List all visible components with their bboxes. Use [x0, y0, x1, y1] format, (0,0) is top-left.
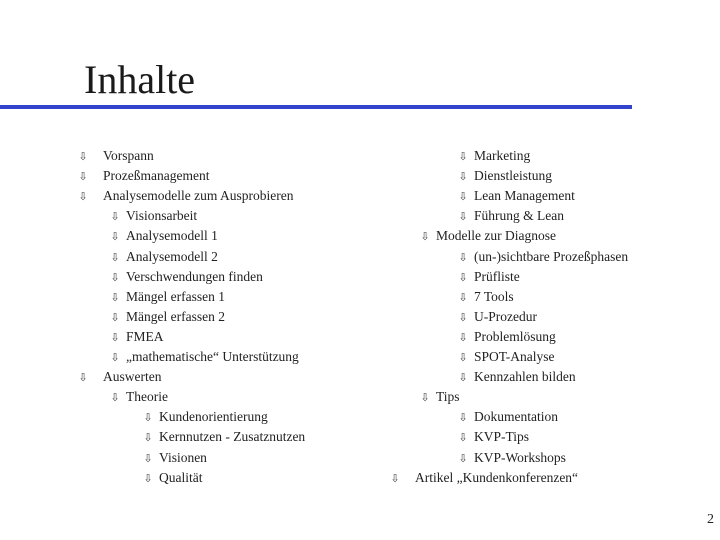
right-outline-item — [458, 367, 576, 387]
outline-item-text: Mängel erfassen 2 — [126, 308, 225, 324]
outline-item-text: Theorie — [126, 389, 168, 405]
outline-item-text: Dokumentation — [474, 409, 558, 425]
outline-item-text: Tips — [436, 389, 460, 405]
outline-item-text: Mängel erfassen 1 — [126, 288, 225, 304]
right-outline-item — [458, 267, 520, 287]
outline-item-text: Marketing — [474, 148, 531, 163]
outline-item-text: Analysemodell 1 — [126, 228, 218, 244]
right-outline-item — [458, 427, 529, 447]
left-outline-item — [143, 448, 207, 468]
left-outline-item — [143, 468, 203, 488]
left-outline-item — [110, 307, 225, 327]
outline-item-text: KVP-Tips — [474, 429, 530, 445]
left-outline-item — [110, 247, 218, 267]
left-outline-item — [78, 367, 162, 387]
outline-item-text: Visionen — [159, 449, 207, 465]
outline-item-text: Kundenorientierung — [159, 409, 268, 425]
outline-item-text: Führung & Lean — [474, 208, 564, 224]
right-outline-item — [458, 448, 566, 468]
bullet-icon: ⇩ — [78, 190, 88, 204]
outline-item-text: Kennzahlen bilden — [474, 369, 576, 385]
bullet-icon: ⇩ — [458, 411, 468, 425]
slide-title: Inhalte — [84, 57, 196, 102]
bullet-icon: ⇩ — [110, 310, 120, 324]
left-outline-item — [78, 186, 294, 206]
left-outline-item — [110, 327, 164, 347]
bullet-icon: ⇩ — [458, 170, 468, 184]
outline-item-text: Analysemodell 2 — [126, 248, 218, 264]
outline-item-text: 7 Tools — [474, 288, 514, 304]
bullet-icon: ⇩ — [420, 230, 430, 244]
right-outline-item — [458, 247, 628, 267]
bullet-icon: ⇩ — [78, 150, 88, 163]
left-outline-item — [110, 287, 225, 307]
right-outline-item — [458, 307, 537, 327]
left-outline-item — [110, 387, 168, 407]
outline-item-text: Problemlösung — [474, 328, 556, 344]
bullet-icon: ⇩ — [110, 330, 120, 344]
outline-item-text: KVP-Workshops — [474, 449, 566, 465]
outline-item-text: (un-)sichtbare Prozeßphasen — [474, 248, 629, 264]
left-outline-item — [110, 267, 263, 287]
outline-item-text: U-Prozedur — [474, 308, 537, 324]
left-outline-item — [143, 427, 305, 447]
left-outline-item — [143, 407, 268, 427]
right-outline-item — [458, 186, 575, 206]
page-number: 2 — [707, 512, 714, 527]
outline-item-text: Qualität — [159, 469, 203, 485]
outline-item-text: FMEA — [126, 328, 164, 344]
bullet-icon: ⇩ — [143, 411, 153, 425]
bullet-icon: ⇩ — [458, 210, 468, 224]
bullet-icon: ⇩ — [110, 270, 120, 284]
outline-item-text: Visionsarbeit — [126, 208, 198, 224]
outline-item-text: Artikel „Kundenkonferenzen“ — [415, 469, 579, 485]
bullet-icon: ⇩ — [420, 391, 430, 405]
bullet-icon: ⇩ — [458, 330, 468, 344]
right-outline-item — [458, 407, 558, 427]
bullet-icon: ⇩ — [110, 250, 120, 264]
outline-item-text: Vorspann — [103, 148, 154, 163]
outline-item-text: Prozeßmanagement — [103, 168, 210, 184]
bullet-icon: ⇩ — [110, 351, 120, 364]
right-outline-item — [458, 347, 555, 367]
bullet-icon: ⇩ — [78, 371, 88, 385]
outline-item-text: SPOT-Analyse — [474, 349, 555, 364]
left-outline-item — [110, 206, 197, 226]
outline-item-text: Dienstleistung — [474, 168, 552, 184]
outline-item-text: Auswerten — [103, 369, 162, 385]
bullet-icon: ⇩ — [78, 170, 88, 184]
outline-item-text: „mathematische“ Unterstützung — [126, 349, 299, 364]
bullet-icon: ⇩ — [458, 451, 468, 465]
outline-item-text: Modelle zur Diagnose — [436, 228, 556, 244]
right-outline-item — [458, 146, 530, 166]
bullet-icon: ⇩ — [143, 451, 153, 465]
bullet-icon: ⇩ — [110, 391, 120, 405]
left-outline-item — [110, 347, 299, 367]
right-outline-item — [458, 206, 564, 226]
outline-item-text: Kernnutzen - Zusatznutzen — [159, 429, 306, 445]
right-outline-item — [458, 327, 556, 347]
title-underline — [0, 105, 632, 109]
right-outline-item — [458, 287, 514, 307]
bullet-icon: ⇩ — [110, 290, 120, 304]
bullet-icon: ⇩ — [458, 190, 468, 204]
outline-item-text: Lean Management — [474, 188, 575, 204]
bullet-icon: ⇩ — [458, 290, 468, 304]
bullet-icon: ⇩ — [458, 431, 468, 445]
bullet-icon: ⇩ — [143, 471, 153, 485]
bullet-icon: ⇩ — [390, 471, 400, 485]
bullet-icon: ⇩ — [110, 210, 120, 224]
bullet-icon: ⇩ — [458, 150, 468, 163]
right-outline-item — [420, 226, 556, 246]
left-outline-item — [110, 226, 218, 246]
bullet-icon: ⇩ — [458, 310, 468, 324]
left-outline-item — [78, 166, 210, 186]
left-outline-item — [78, 146, 154, 166]
right-outline-item — [390, 468, 579, 488]
bullet-icon: ⇩ — [458, 250, 468, 264]
outline-item-text: Prüfliste — [474, 268, 520, 284]
outline-item-text: Analysemodelle zum Ausprobieren — [103, 188, 294, 204]
bullet-icon: ⇩ — [143, 431, 153, 445]
bullet-icon: ⇩ — [458, 371, 468, 385]
bullet-icon: ⇩ — [458, 270, 468, 284]
bullet-icon: ⇩ — [110, 230, 120, 244]
right-outline-item — [458, 166, 552, 186]
right-outline-item — [420, 387, 460, 407]
outline-item-text: Verschwendungen finden — [126, 268, 263, 284]
bullet-icon: ⇩ — [458, 351, 468, 364]
